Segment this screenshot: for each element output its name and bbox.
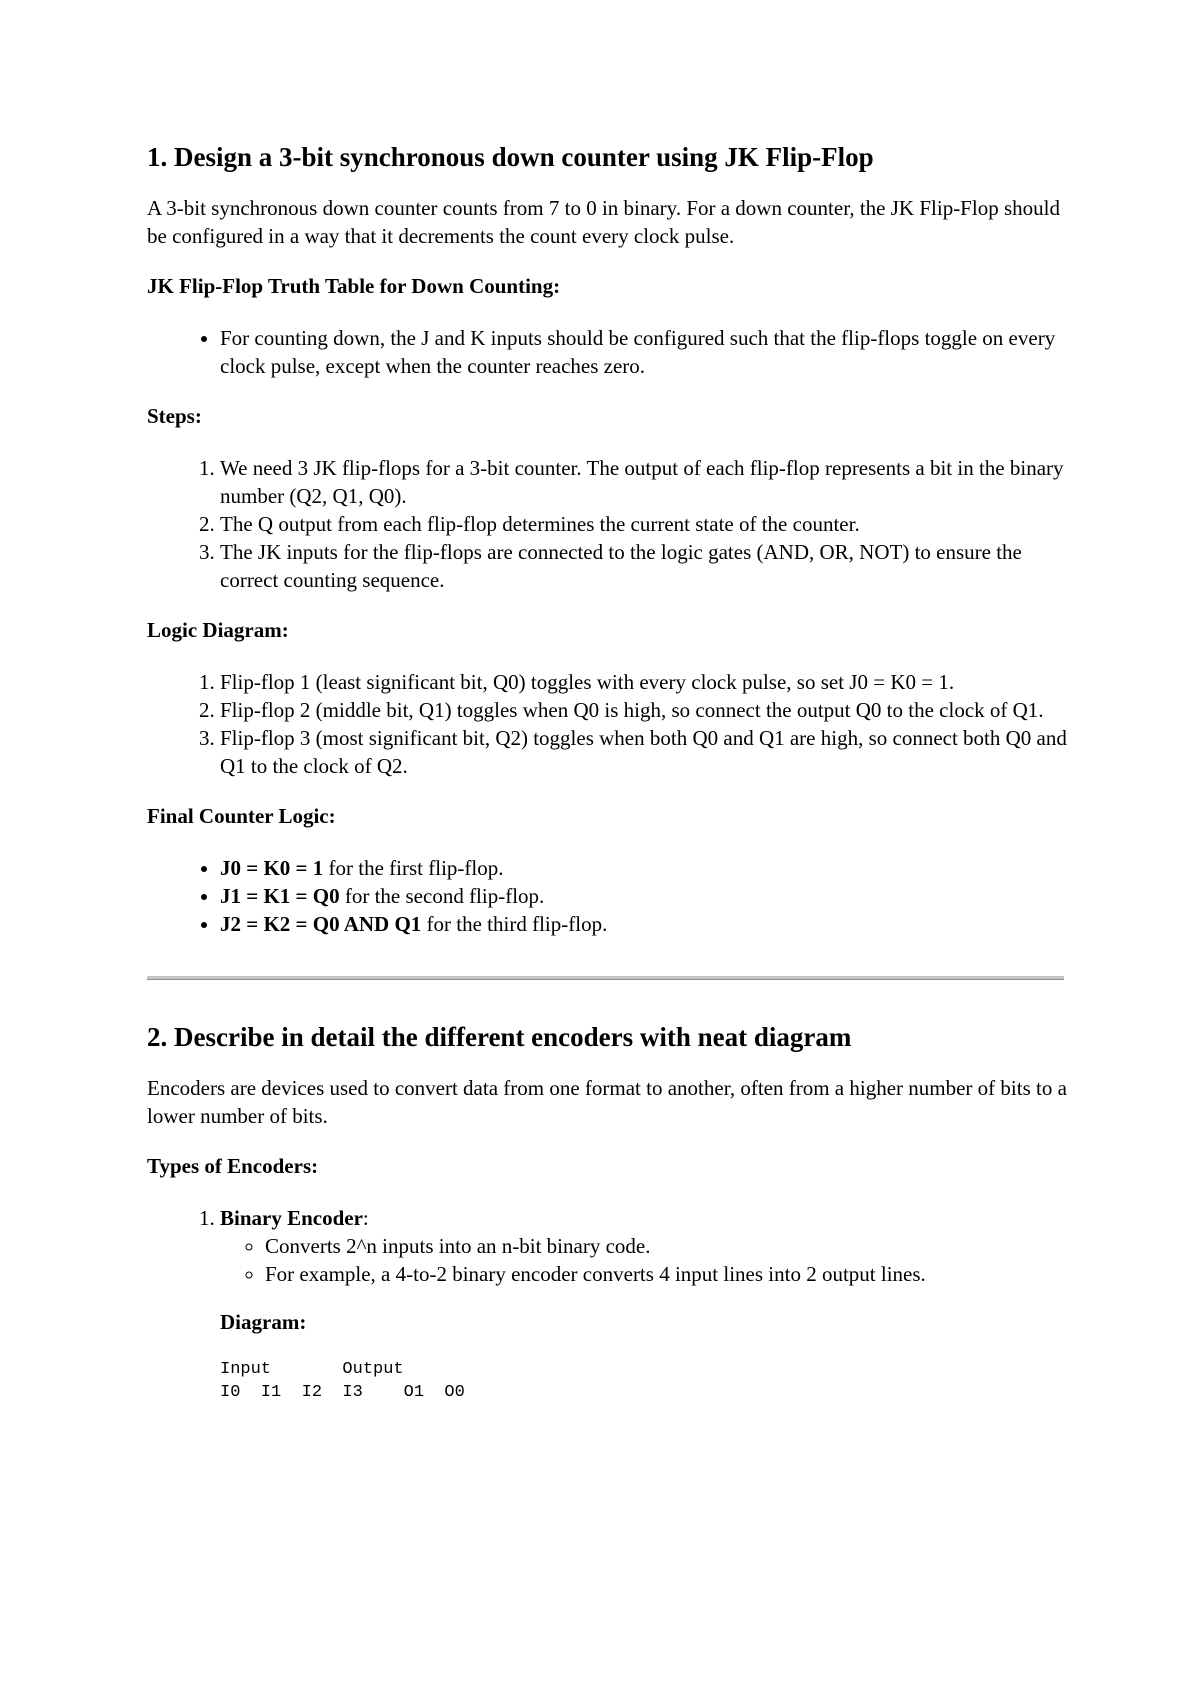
list-item: ◦ Converts 2^n inputs into an n-bit binary code. <box>265 1232 1067 1260</box>
equation-description: for the first flip-flop. <box>323 856 504 880</box>
diagram-label: Diagram: <box>220 1310 307 1334</box>
section-2-heading: 2. Describe in detail the different encoders with neat diagram <box>147 1022 852 1052</box>
logic-diagram-list <box>147 668 1067 780</box>
final-counter-logic-list <box>147 854 1067 938</box>
equation: J0 = K0 = 1 <box>220 856 324 880</box>
truth-table-list <box>147 324 1067 380</box>
types-of-encoders-label: Types of Encoders: <box>147 1154 319 1178</box>
logic-diagram-label: Logic Diagram: <box>147 618 289 642</box>
steps-label: Steps: <box>147 404 202 428</box>
horizontal-divider <box>147 976 1064 980</box>
diagram-code-block: Input Output I0 I1 I2 I3 O1 O0 <box>220 1360 465 1402</box>
equation-description: for the third flip-flop. <box>421 912 608 936</box>
final-counter-logic-label: Final Counter Logic: <box>147 804 336 828</box>
equation-description: for the second flip-flop. <box>339 884 545 908</box>
list-item: 2. The Q output from each flip-flop determines the current state of the counter. <box>220 510 1067 538</box>
list-item <box>220 910 1067 938</box>
steps-list <box>147 454 1067 594</box>
list-item: 3. Flip-flop 3 (most significant bit, Q2) toggles when both Q0 and Q1 are high, so connect both Q0 and Q1 to the clock of Q2. <box>220 724 1067 780</box>
list-item: • For counting down, the J and K inputs should be configured such that the flip-flops toggle on every clock pulse, except when the counter reaches zero. <box>220 324 1067 380</box>
list-item: 2. Flip-flop 2 (middle bit, Q1) toggles when Q0 is high, so connect the output Q0 to the clock of Q1. <box>220 696 1067 724</box>
encoder-name: Binary Encoder <box>220 1206 363 1230</box>
equation: J2 = K2 = Q0 AND Q1 <box>220 912 422 936</box>
document-page <box>147 140 1067 1426</box>
list-item: 1. Flip-flop 1 (least significant bit, Q0) toggles with every clock pulse, so set J0 = K0 = 1. <box>220 668 1067 696</box>
list-item <box>220 882 1067 910</box>
section-1-intro: A 3-bit synchronous down counter counts from 7 to 0 in binary. For a down counter, the JK Flip-Flop should be configured in a way that it decrements the count every clock pulse. <box>147 196 1060 248</box>
section-1-heading: 1. Design a 3-bit synchronous down counter using JK Flip-Flop <box>147 142 874 172</box>
encoder-name-suffix: : <box>362 1206 369 1230</box>
list-item: 1. We need 3 JK flip-flops for a 3-bit counter. The output of each flip-flop represents a bit in the binary number (Q2, Q1, Q0). <box>220 454 1067 510</box>
truth-table-label: JK Flip-Flop Truth Table for Down Counting: <box>147 274 561 298</box>
list-item: 3. The JK inputs for the flip-flops are connected to the logic gates (AND, OR, NOT) to ensure the correct counting sequence. <box>220 538 1067 594</box>
encoder-details-list <box>220 1232 1067 1288</box>
list-item <box>220 1204 1067 1404</box>
equation: J1 = K1 = Q0 <box>220 884 340 908</box>
list-item: ◦ For example, a 4-to-2 binary encoder converts 4 input lines into 2 output lines. <box>265 1260 1067 1288</box>
encoder-types-list <box>147 1204 1067 1404</box>
list-item <box>220 854 1067 882</box>
section-2-intro: Encoders are devices used to convert data from one format to another, often from a higher number of bits to a lower number of bits. <box>147 1076 1067 1128</box>
